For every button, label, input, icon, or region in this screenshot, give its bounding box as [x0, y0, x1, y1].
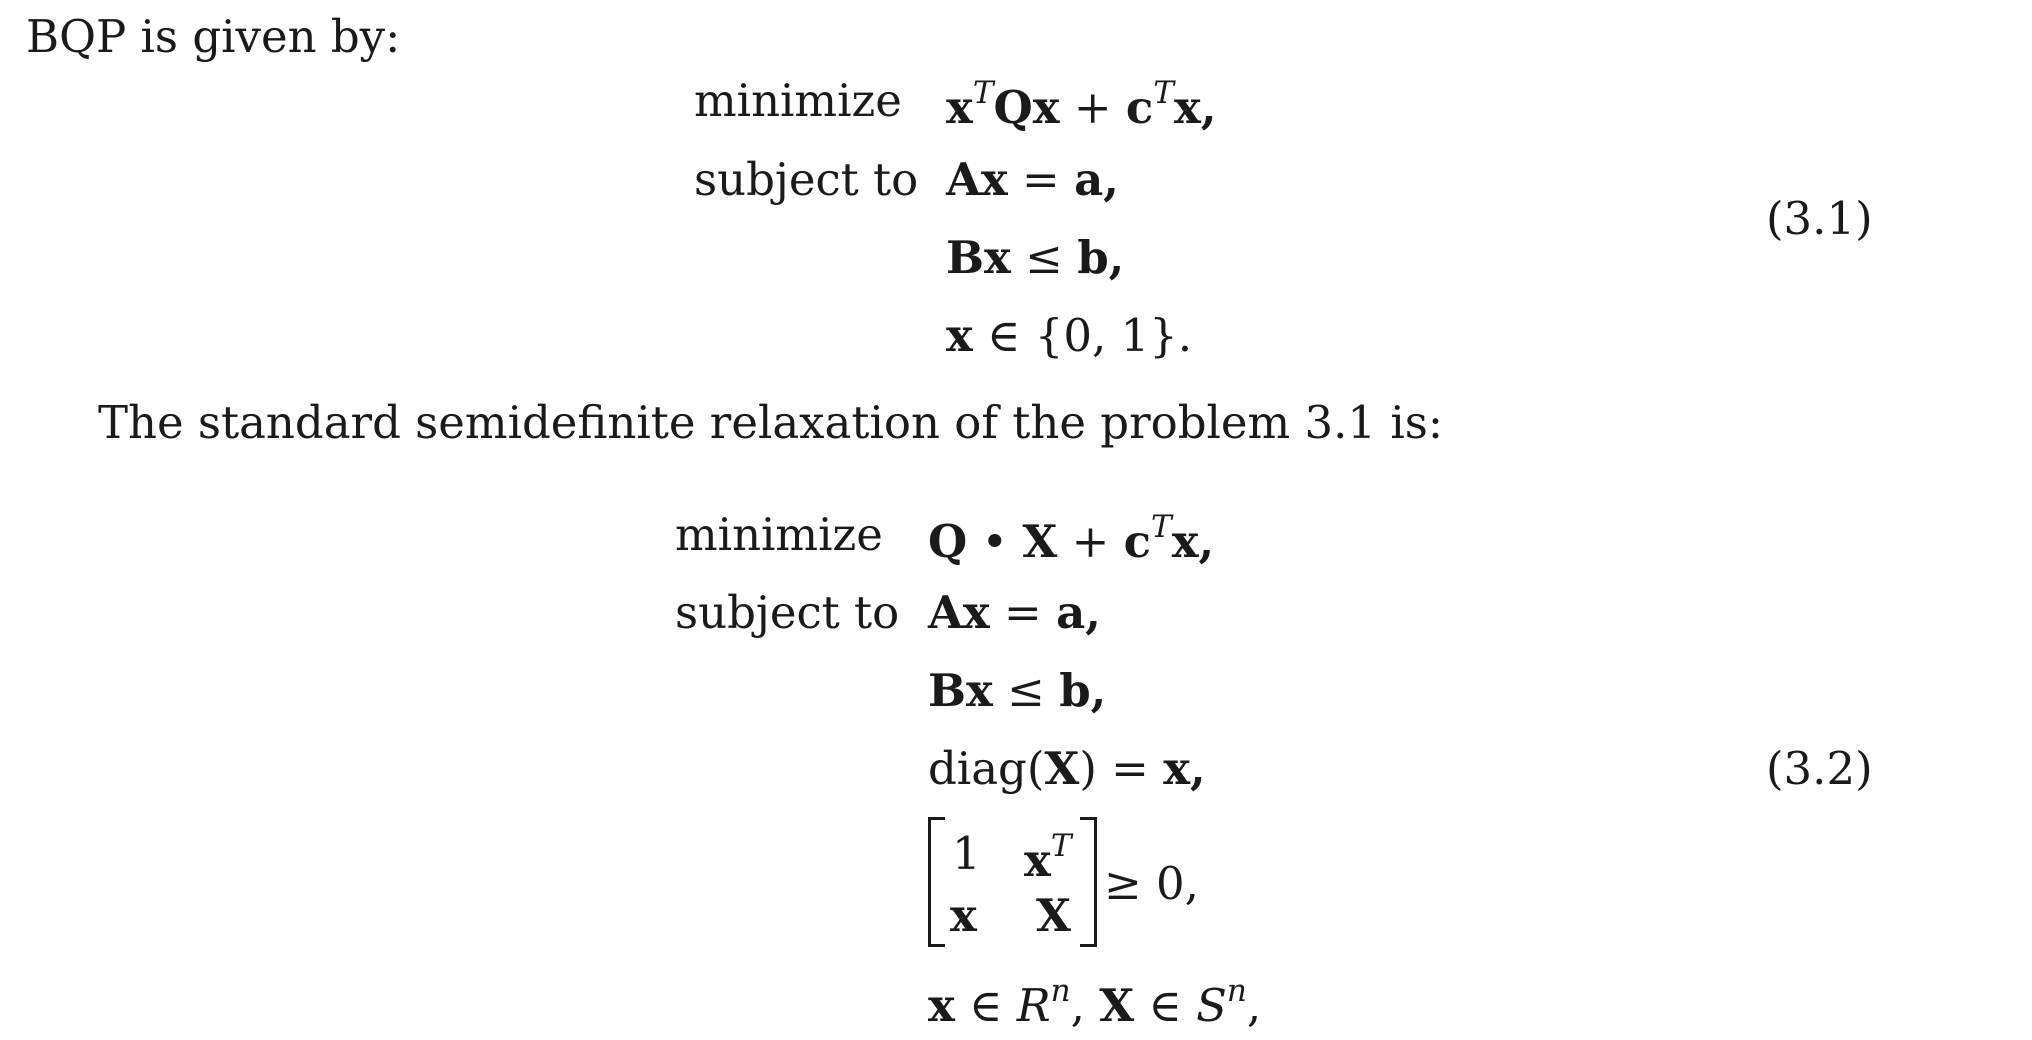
relaxation-paragraph: The standard semidefinite relaxation of the problem 3.1 is: — [98, 396, 1444, 449]
right-bracket — [1080, 817, 1097, 947]
psd-relation: ≥ 0, — [1104, 857, 1199, 910]
left-bracket — [928, 817, 945, 947]
matrix-cell-22: X — [1036, 889, 1071, 942]
diagonal-constraint: diag(X) = x, — [928, 742, 1206, 795]
objective-expression: $x^TQx + c^Tx$, — [946, 75, 1217, 134]
matrix-cell-21: x — [950, 889, 977, 942]
equality-constraint: Ax = a, — [946, 153, 1119, 206]
inequality-constraint: Bx ≤ b, — [946, 231, 1125, 284]
intro-paragraph: BQP is given by: — [26, 10, 401, 63]
matrix-cell-12: $x^T$ — [1024, 828, 1072, 887]
equation-number: (3.1) — [1766, 192, 1873, 245]
minimize-keyword: minimize — [675, 508, 883, 561]
equation-number: (3.2) — [1766, 742, 1873, 795]
equality-constraint: Ax = a, — [928, 586, 1101, 639]
subject-to-keyword: subject to — [675, 586, 900, 639]
domain-constraint: x ∈ $R^n$, X ∈ $S^n$, — [928, 973, 1262, 1032]
matrix-cell-11: 1 — [952, 827, 981, 880]
psd-matrix-constraint — [928, 817, 1228, 947]
minimize-keyword: minimize — [694, 74, 902, 127]
subject-to-keyword: subject to — [694, 153, 919, 206]
inequality-constraint: Bx ≤ b, — [928, 664, 1107, 717]
binary-constraint: x ∈ {0, 1}. — [946, 309, 1193, 362]
objective-expression: Q • $X + c^Tx$, — [928, 509, 1215, 568]
